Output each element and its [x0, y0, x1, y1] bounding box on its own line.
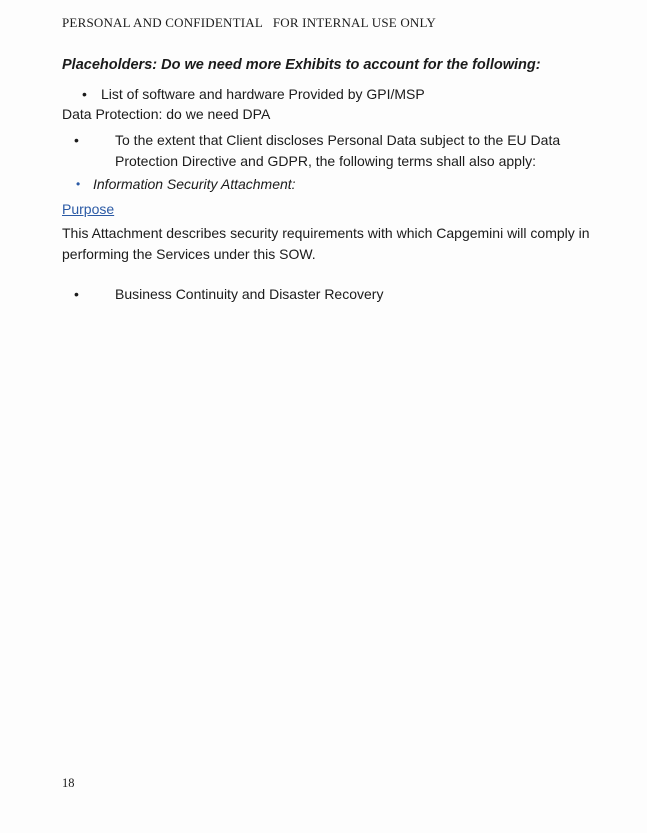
bullet-icon-blue: •: [76, 177, 81, 191]
bullet-icon: •: [82, 86, 87, 102]
purpose-link[interactable]: Purpose: [62, 201, 115, 217]
bullet-item-information-security-label: Information Security Attachment:: [93, 176, 296, 192]
bullet-icon: •: [74, 286, 79, 302]
data-protection-line: Data Protection: do we need DPA: [62, 106, 271, 122]
bullet-item-information-security: [62, 174, 296, 195]
purpose-paragraph: This Attachment describes security requirements with which Capgemini will comply in performing the Services under this SOW.: [62, 225, 590, 262]
placeholders-heading: Placeholders: Do we need more Exhibits to account for the following:: [62, 57, 541, 73]
bullet-item-business-continuity-label: Business Continuity and Disaster Recovery: [115, 286, 384, 302]
confidentiality-header: PERSONAL AND CONFIDENTIAL FOR INTERNAL USE ONLY: [62, 15, 436, 30]
bullet-item-software-hardware-label: List of software and hardware Provided by GPI/MSP: [101, 86, 425, 102]
page-number: 18: [62, 776, 75, 790]
bullet-icon: •: [74, 132, 79, 148]
bullet-item-eu-data-protection: [62, 130, 597, 172]
bullet-item-software-hardware: [62, 84, 425, 105]
bullet-item-eu-data-protection-label: To the extent that Client discloses Personal Data subject to the EU Data Protection Directive and GDPR, the following terms shall also apply:: [115, 132, 561, 169]
bullet-item-business-continuity: [62, 284, 383, 305]
